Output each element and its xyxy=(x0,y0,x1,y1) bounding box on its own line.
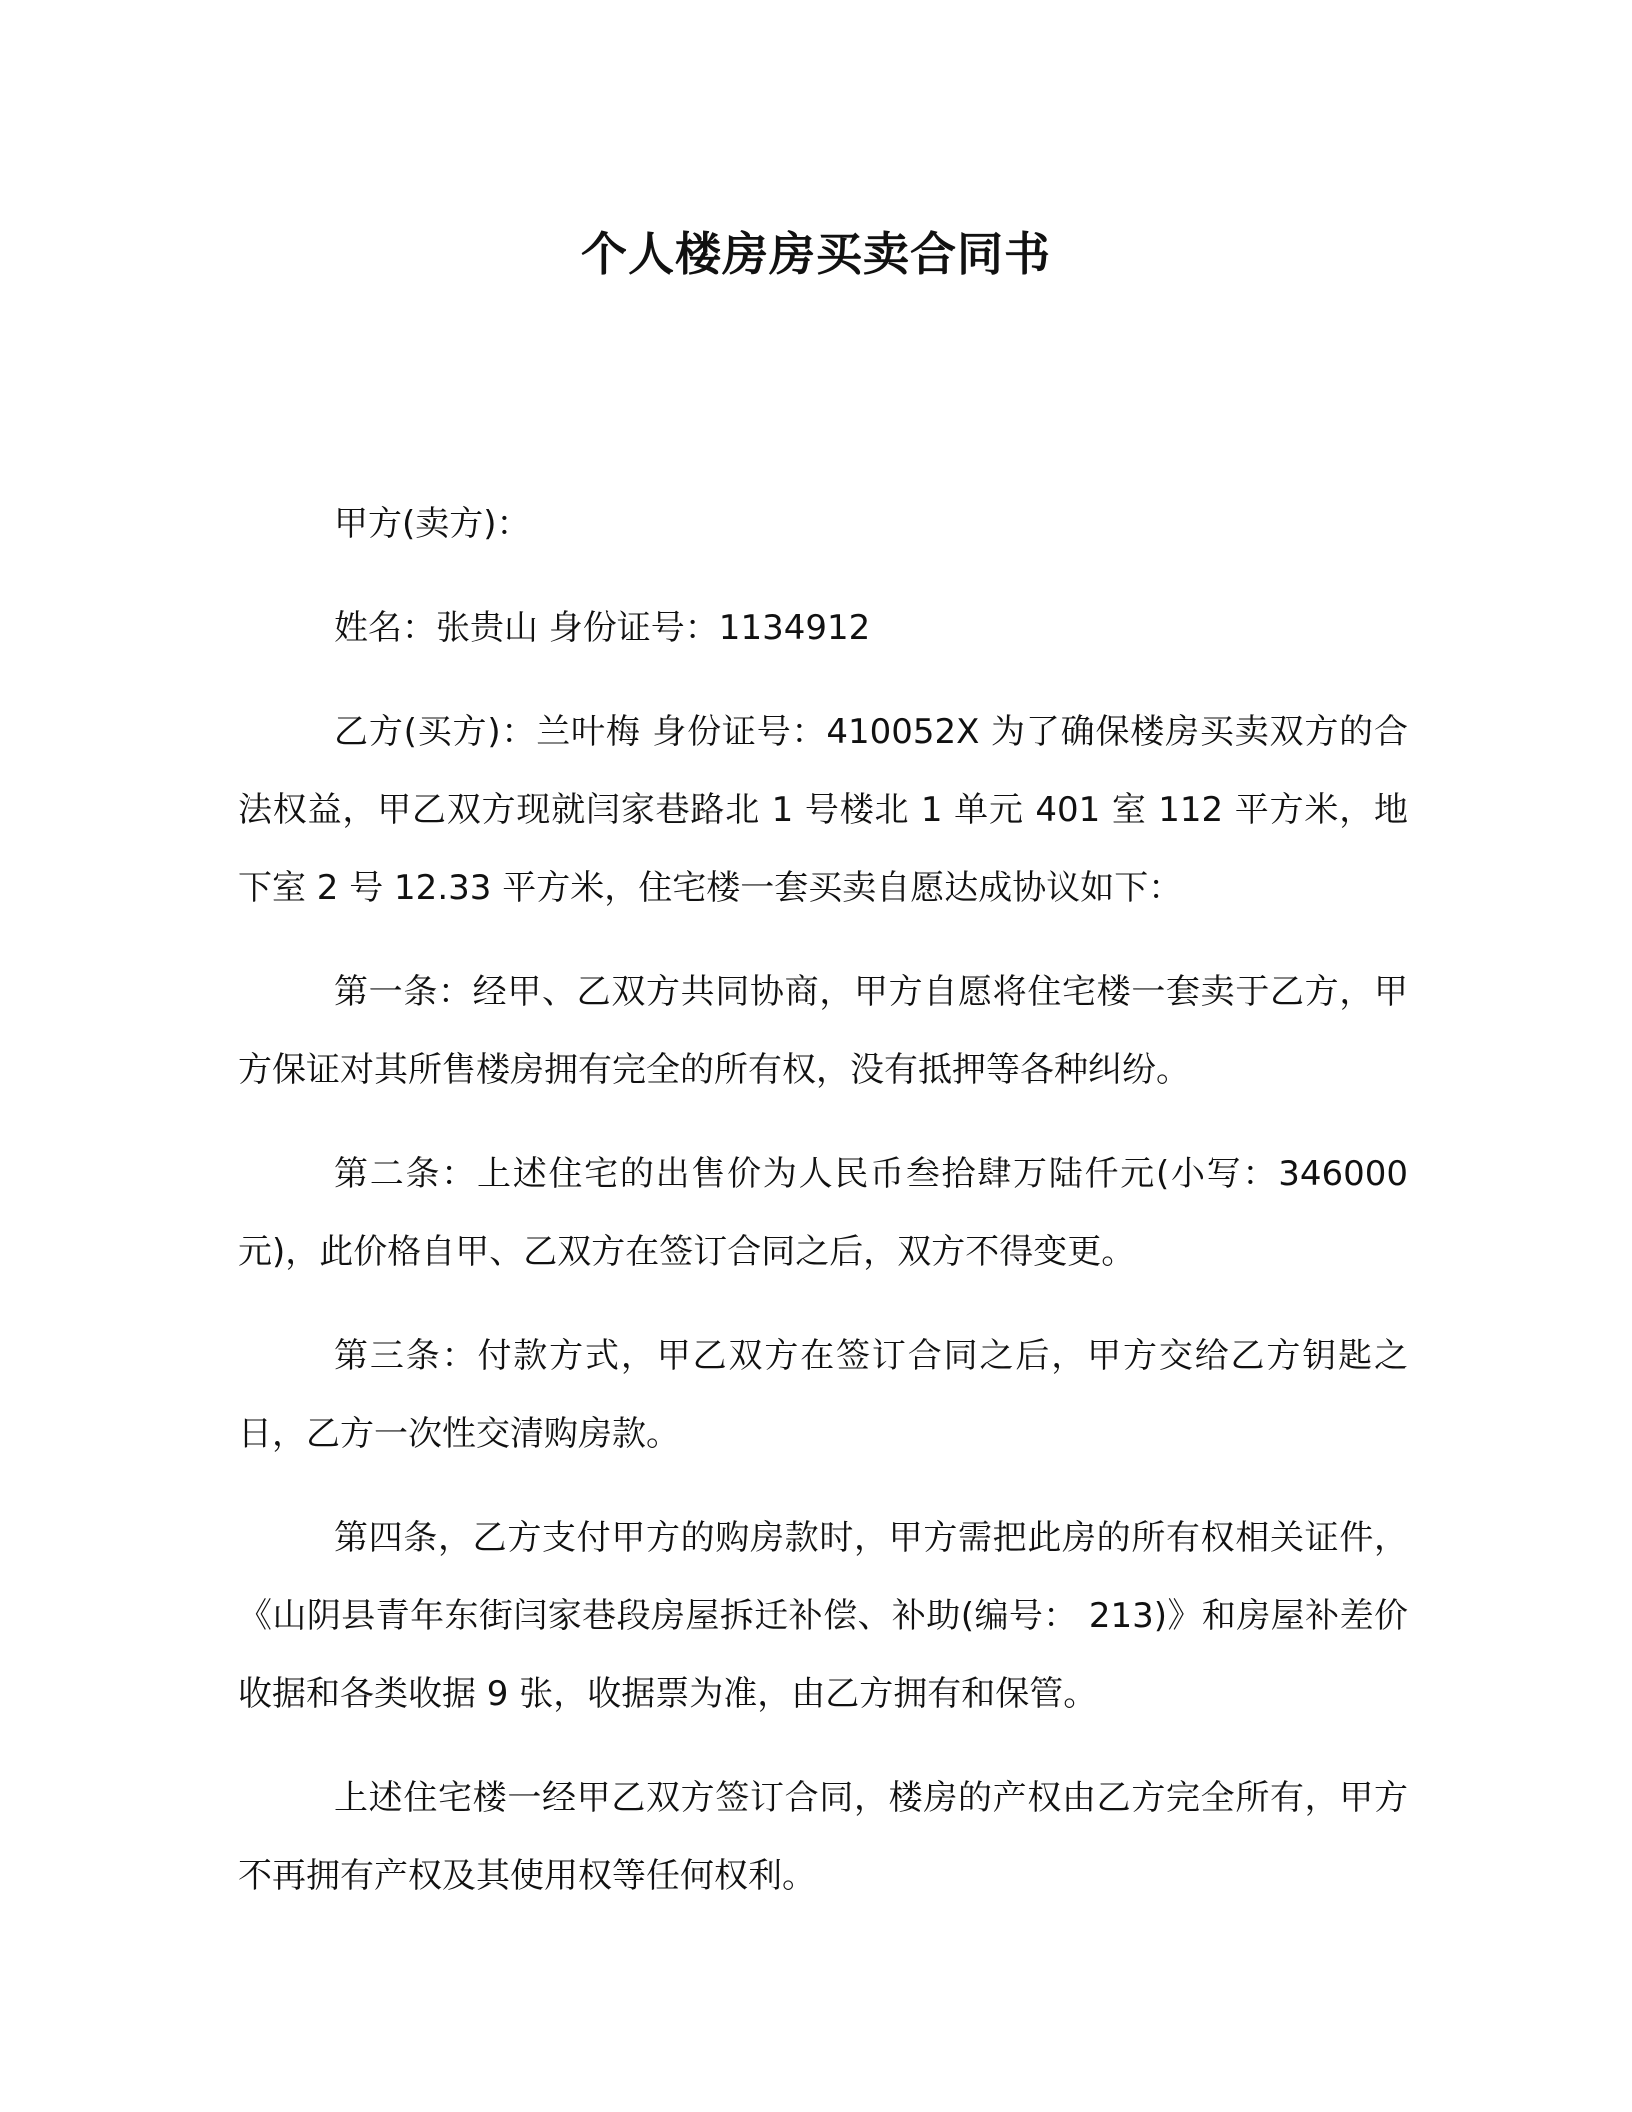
article-4-paragraph: 第四条，乙方支付甲方的购房款时，甲方需把此房的所有权相关证件，《山阴县青年东街闫家巷段房屋拆迁补偿、补助(编号： 213)》和房屋补差价收据和各类收据 9 张，收据票为准，由乙方拥有和保管。 xyxy=(238,1518,1408,1714)
article-2-paragraph: 第二条：上述住宅的出售价为人民币叁拾肆万陆仟元(小写：346000 元)，此价格自甲、乙双方在签订合同之后，双方不得变更。 xyxy=(238,1154,1408,1272)
party-a-details: 姓名：张贵山 身份证号：1134912 xyxy=(334,608,871,648)
party-b-intro-paragraph: 乙方(买方)：兰叶梅 身份证号：410052X 为了确保楼房买卖双方的合法权益，甲乙双方现就闫家巷路北 1 号楼北 1 单元 401 室 112 平方米，地下室 2 号 12.33 平方米，住宅楼一套买卖自愿达成协议如下： xyxy=(238,712,1408,908)
document-body xyxy=(238,485,1408,1941)
article-1-paragraph: 第一条：经甲、乙双方共同协商，甲方自愿将住宅楼一套卖于乙方，甲方保证对其所售楼房拥有完全的所有权，没有抵押等各种纠纷。 xyxy=(238,972,1408,1090)
document-title: 个人楼房房买卖合同书 xyxy=(581,227,1051,281)
party-a-heading: 甲方(卖方)： xyxy=(334,504,531,544)
ownership-paragraph: 上述住宅楼一经甲乙双方签订合同，楼房的产权由乙方完全所有，甲方不再拥有产权及其使用权等任何权利。 xyxy=(238,1778,1408,1896)
article-3-paragraph: 第三条：付款方式，甲乙双方在签订合同之后，甲方交给乙方钥匙之日，乙方一次性交清购房款。 xyxy=(238,1336,1408,1454)
